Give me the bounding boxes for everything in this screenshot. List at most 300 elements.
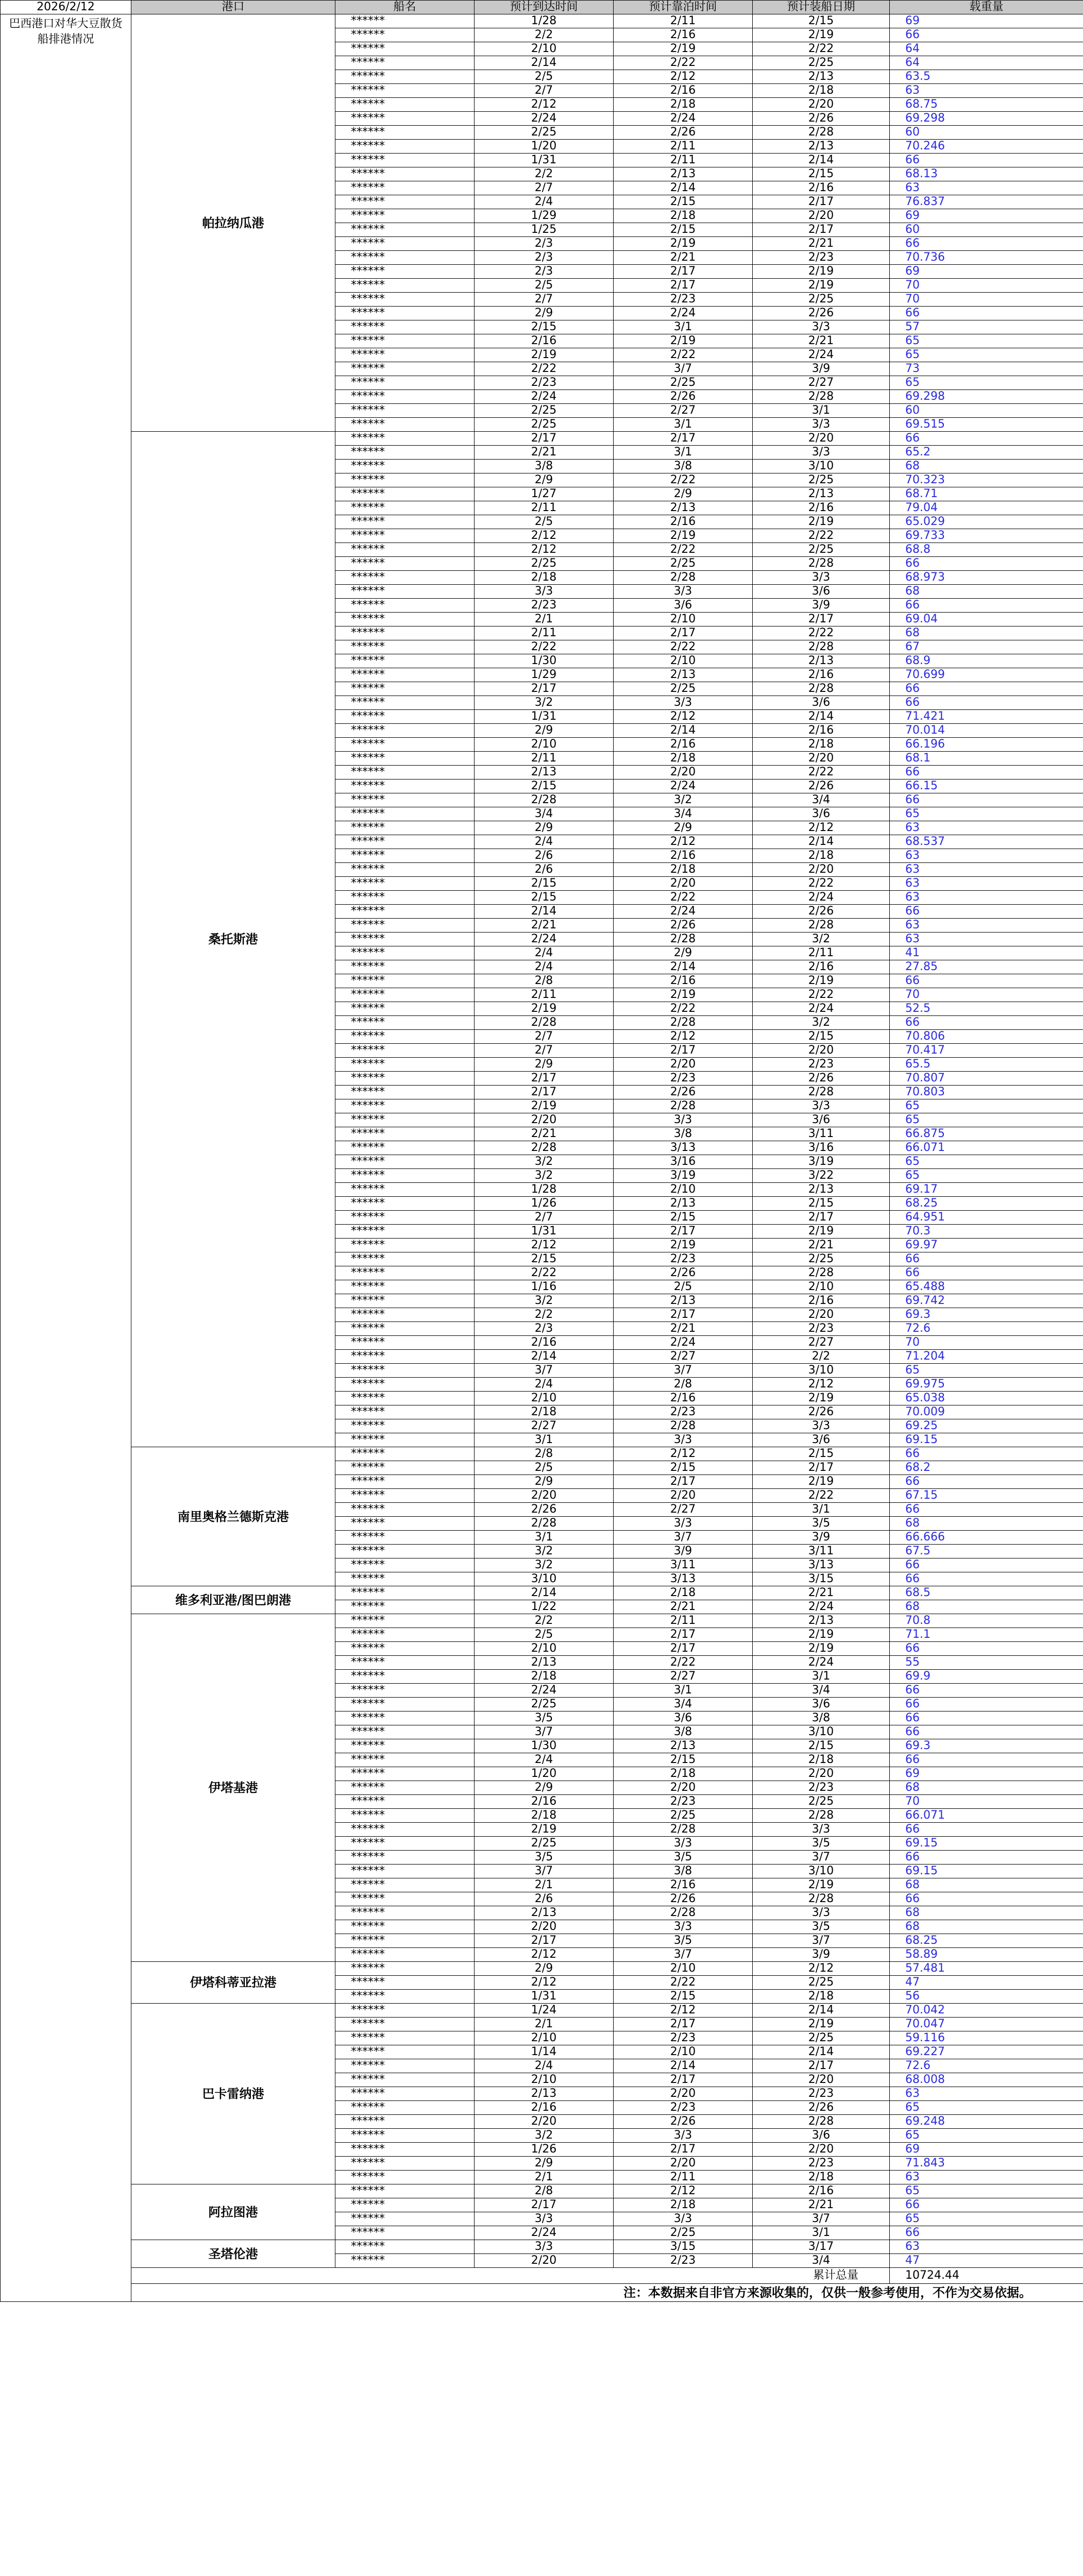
deadweight: 69.97 bbox=[890, 1239, 1083, 1252]
table-row bbox=[1, 1614, 1083, 1628]
berth-date: 3/1 bbox=[614, 418, 753, 432]
port-name: 圣塔伦港 bbox=[131, 2240, 335, 2268]
berth-date: 2/23 bbox=[614, 2101, 753, 2115]
ship-name: ****** bbox=[335, 988, 475, 1002]
berth-date: 2/20 bbox=[614, 1489, 753, 1503]
ship-name: ****** bbox=[335, 1433, 475, 1447]
eta-date: 1/27 bbox=[475, 487, 614, 501]
load-date: 3/15 bbox=[753, 1572, 890, 1586]
ship-name: ****** bbox=[335, 793, 475, 807]
load-date: 2/16 bbox=[753, 724, 890, 738]
ship-name: ****** bbox=[335, 1600, 475, 1614]
berth-date: 2/26 bbox=[614, 1086, 753, 1099]
deadweight: 66 bbox=[890, 1892, 1083, 1906]
deadweight: 68.008 bbox=[890, 2073, 1083, 2087]
berth-date: 2/24 bbox=[614, 1336, 753, 1350]
load-date: 3/2 bbox=[753, 933, 890, 946]
load-date: 2/15 bbox=[753, 1030, 890, 1044]
deadweight: 67.15 bbox=[890, 1489, 1083, 1503]
berth-date: 2/13 bbox=[614, 1739, 753, 1753]
ship-name: ****** bbox=[335, 1920, 475, 1934]
eta-date: 2/21 bbox=[475, 919, 614, 933]
ship-name: ****** bbox=[335, 501, 475, 515]
ship-name: ****** bbox=[335, 1364, 475, 1378]
deadweight: 70 bbox=[890, 279, 1083, 293]
load-date: 2/20 bbox=[753, 209, 890, 223]
ship-name: ****** bbox=[335, 1252, 475, 1266]
berth-date: 2/26 bbox=[614, 2115, 753, 2129]
ship-name: ****** bbox=[335, 1711, 475, 1725]
berth-date: 3/1 bbox=[614, 1684, 753, 1698]
eta-date: 3/5 bbox=[475, 1851, 614, 1865]
berth-date: 2/19 bbox=[614, 42, 753, 56]
load-date: 2/22 bbox=[753, 988, 890, 1002]
berth-date: 3/6 bbox=[614, 599, 753, 613]
eta-date: 2/13 bbox=[475, 1656, 614, 1670]
load-date: 2/14 bbox=[753, 835, 890, 849]
load-date: 2/19 bbox=[753, 1642, 890, 1656]
berth-date: 2/18 bbox=[614, 98, 753, 112]
eta-date: 2/11 bbox=[475, 988, 614, 1002]
berth-date: 2/17 bbox=[614, 265, 753, 279]
load-date: 2/11 bbox=[753, 946, 890, 960]
berth-date: 2/19 bbox=[614, 988, 753, 1002]
deadweight: 73 bbox=[890, 362, 1083, 376]
ship-name: ****** bbox=[335, 1795, 475, 1809]
eta-date: 1/20 bbox=[475, 1767, 614, 1781]
deadweight: 69 bbox=[890, 2143, 1083, 2157]
note-row bbox=[1, 2284, 1083, 2302]
berth-date: 2/21 bbox=[614, 251, 753, 265]
load-date: 2/23 bbox=[753, 1322, 890, 1336]
deadweight: 64 bbox=[890, 56, 1083, 70]
deadweight: 65 bbox=[890, 348, 1083, 362]
load-date: 3/3 bbox=[753, 571, 890, 585]
eta-date: 2/22 bbox=[475, 362, 614, 376]
berth-date: 2/19 bbox=[614, 1239, 753, 1252]
deadweight: 65.038 bbox=[890, 1392, 1083, 1405]
eta-date: 3/1 bbox=[475, 1433, 614, 1447]
eta-date: 2/5 bbox=[475, 1628, 614, 1642]
load-date: 2/18 bbox=[753, 84, 890, 98]
deadweight: 69 bbox=[890, 265, 1083, 279]
berth-date: 3/9 bbox=[614, 1545, 753, 1558]
load-date: 3/3 bbox=[753, 1823, 890, 1837]
eta-date: 2/9 bbox=[475, 821, 614, 835]
eta-date: 2/25 bbox=[475, 1837, 614, 1851]
eta-date: 2/12 bbox=[475, 1976, 614, 1990]
load-date: 2/10 bbox=[753, 1280, 890, 1294]
eta-date: 2/27 bbox=[475, 1419, 614, 1433]
ship-name: ****** bbox=[335, 1767, 475, 1781]
deadweight: 70.014 bbox=[890, 724, 1083, 738]
load-date: 3/5 bbox=[753, 1517, 890, 1531]
load-date: 3/3 bbox=[753, 446, 890, 460]
ship-name: ****** bbox=[335, 2101, 475, 2115]
load-date: 2/20 bbox=[753, 98, 890, 112]
eta-date: 2/12 bbox=[475, 529, 614, 543]
load-date: 2/15 bbox=[753, 14, 890, 28]
berth-date: 2/27 bbox=[614, 1670, 753, 1684]
load-date: 3/9 bbox=[753, 1948, 890, 1962]
eta-date: 2/20 bbox=[475, 1489, 614, 1503]
ship-name: ****** bbox=[335, 1503, 475, 1517]
load-date: 2/20 bbox=[753, 2073, 890, 2087]
load-date: 3/6 bbox=[753, 1698, 890, 1711]
deadweight: 68.8 bbox=[890, 543, 1083, 557]
deadweight: 68.25 bbox=[890, 1197, 1083, 1211]
eta-date: 2/4 bbox=[475, 2059, 614, 2073]
load-date: 2/14 bbox=[753, 2004, 890, 2018]
deadweight: 70 bbox=[890, 988, 1083, 1002]
berth-date: 2/12 bbox=[614, 70, 753, 84]
ship-name: ****** bbox=[335, 613, 475, 626]
load-date: 2/25 bbox=[753, 473, 890, 487]
berth-date: 2/17 bbox=[614, 1308, 753, 1322]
deadweight: 63.5 bbox=[890, 70, 1083, 84]
berth-date: 2/15 bbox=[614, 223, 753, 237]
load-date: 2/17 bbox=[753, 1211, 890, 1225]
berth-date: 2/12 bbox=[614, 1030, 753, 1044]
load-date: 3/3 bbox=[753, 1099, 890, 1113]
load-date: 3/6 bbox=[753, 807, 890, 821]
deadweight: 66 bbox=[890, 237, 1083, 251]
ship-name: ****** bbox=[335, 2087, 475, 2101]
load-date: 2/24 bbox=[753, 891, 890, 905]
deadweight: 67.5 bbox=[890, 1545, 1083, 1558]
eta-date: 3/2 bbox=[475, 2129, 614, 2143]
ship-name: ****** bbox=[335, 181, 475, 195]
berth-date: 2/23 bbox=[614, 2254, 753, 2268]
ship-name: ****** bbox=[335, 2254, 475, 2268]
ship-name: ****** bbox=[335, 1266, 475, 1280]
ship-name: ****** bbox=[335, 1197, 475, 1211]
berth-date: 2/20 bbox=[614, 2087, 753, 2101]
berth-date: 3/4 bbox=[614, 807, 753, 821]
ship-name: ****** bbox=[335, 1308, 475, 1322]
ship-name: ****** bbox=[335, 209, 475, 223]
ship-name: ****** bbox=[335, 599, 475, 613]
eta-date: 2/14 bbox=[475, 1350, 614, 1364]
load-date: 2/23 bbox=[753, 2157, 890, 2171]
ship-name: ****** bbox=[335, 126, 475, 140]
deadweight: 60 bbox=[890, 126, 1083, 140]
deadweight: 69 bbox=[890, 14, 1083, 28]
ship-name: ****** bbox=[335, 1865, 475, 1878]
deadweight: 70.042 bbox=[890, 2004, 1083, 2018]
load-date: 2/28 bbox=[753, 1086, 890, 1099]
eta-date: 2/26 bbox=[475, 1503, 614, 1517]
berth-date: 2/10 bbox=[614, 613, 753, 626]
load-date: 2/22 bbox=[753, 626, 890, 640]
berth-date: 2/17 bbox=[614, 1642, 753, 1656]
ship-name: ****** bbox=[335, 446, 475, 460]
eta-date: 2/14 bbox=[475, 56, 614, 70]
ship-name: ****** bbox=[335, 1099, 475, 1113]
load-date: 3/3 bbox=[753, 1906, 890, 1920]
eta-date: 2/7 bbox=[475, 84, 614, 98]
ship-name: ****** bbox=[335, 640, 475, 654]
eta-date: 2/17 bbox=[475, 432, 614, 446]
berth-date: 2/19 bbox=[614, 334, 753, 348]
ship-name: ****** bbox=[335, 585, 475, 599]
load-date: 2/17 bbox=[753, 2059, 890, 2073]
ship-name: ****** bbox=[335, 362, 475, 376]
deadweight: 63 bbox=[890, 863, 1083, 877]
deadweight: 47 bbox=[890, 2254, 1083, 2268]
berth-date: 2/15 bbox=[614, 1461, 753, 1475]
eta-date: 1/14 bbox=[475, 2045, 614, 2059]
berth-date: 2/22 bbox=[614, 891, 753, 905]
berth-date: 2/23 bbox=[614, 1405, 753, 1419]
load-date: 2/13 bbox=[753, 487, 890, 501]
ship-name: ****** bbox=[335, 1350, 475, 1364]
deadweight: 70.8 bbox=[890, 1614, 1083, 1628]
ship-name: ****** bbox=[335, 724, 475, 738]
load-date: 3/1 bbox=[753, 404, 890, 418]
berth-date: 2/14 bbox=[614, 724, 753, 738]
deadweight: 66 bbox=[890, 28, 1083, 42]
eta-date: 2/9 bbox=[475, 1475, 614, 1489]
eta-date: 2/12 bbox=[475, 1239, 614, 1252]
deadweight: 65.488 bbox=[890, 1280, 1083, 1294]
eta-date: 1/20 bbox=[475, 140, 614, 154]
berth-date: 3/8 bbox=[614, 1865, 753, 1878]
berth-date: 2/18 bbox=[614, 863, 753, 877]
berth-date: 2/17 bbox=[614, 1044, 753, 1058]
ship-name: ****** bbox=[335, 710, 475, 724]
berth-date: 2/17 bbox=[614, 626, 753, 640]
load-date: 2/28 bbox=[753, 1266, 890, 1280]
eta-date: 1/22 bbox=[475, 1600, 614, 1614]
eta-date: 2/20 bbox=[475, 2254, 614, 2268]
deadweight: 66 bbox=[890, 905, 1083, 919]
deadweight: 65 bbox=[890, 2184, 1083, 2198]
berth-date: 3/3 bbox=[614, 1837, 753, 1851]
deadweight: 66 bbox=[890, 432, 1083, 446]
eta-date: 2/18 bbox=[475, 1405, 614, 1419]
ship-name: ****** bbox=[335, 515, 475, 529]
eta-date: 3/2 bbox=[475, 1155, 614, 1169]
eta-date: 3/5 bbox=[475, 1711, 614, 1725]
eta-date: 2/19 bbox=[475, 348, 614, 362]
eta-date: 2/25 bbox=[475, 418, 614, 432]
ship-name: ****** bbox=[335, 1545, 475, 1558]
ship-name: ****** bbox=[335, 1614, 475, 1628]
berth-date: 2/11 bbox=[614, 1614, 753, 1628]
eta-date: 2/24 bbox=[475, 390, 614, 404]
berth-date: 3/19 bbox=[614, 1169, 753, 1183]
ship-name: ****** bbox=[335, 849, 475, 863]
ship-name: ****** bbox=[335, 404, 475, 418]
load-date: 2/28 bbox=[753, 2115, 890, 2129]
eta-date: 2/10 bbox=[475, 1642, 614, 1656]
eta-date: 2/17 bbox=[475, 1072, 614, 1086]
load-date: 2/19 bbox=[753, 279, 890, 293]
berth-date: 2/22 bbox=[614, 543, 753, 557]
ship-name: ****** bbox=[335, 863, 475, 877]
ship-name: ****** bbox=[335, 1837, 475, 1851]
ship-name: ****** bbox=[335, 2226, 475, 2240]
ship-name: ****** bbox=[335, 2115, 475, 2129]
ship-name: ****** bbox=[335, 1878, 475, 1892]
eta-date: 3/3 bbox=[475, 2240, 614, 2254]
berth-date: 2/10 bbox=[614, 1183, 753, 1197]
berth-date: 3/7 bbox=[614, 1364, 753, 1378]
load-date: 2/19 bbox=[753, 1225, 890, 1239]
eta-date: 2/4 bbox=[475, 835, 614, 849]
eta-date: 2/5 bbox=[475, 279, 614, 293]
berth-date: 2/10 bbox=[614, 654, 753, 668]
load-date: 2/21 bbox=[753, 1239, 890, 1252]
load-date: 3/6 bbox=[753, 1433, 890, 1447]
deadweight: 70.3 bbox=[890, 1225, 1083, 1239]
eta-date: 3/1 bbox=[475, 1531, 614, 1545]
berth-date: 2/11 bbox=[614, 154, 753, 167]
load-date: 2/15 bbox=[753, 1447, 890, 1461]
berth-date: 3/8 bbox=[614, 1127, 753, 1141]
load-date: 2/17 bbox=[753, 195, 890, 209]
load-date: 2/15 bbox=[753, 1197, 890, 1211]
ship-name: ****** bbox=[335, 1656, 475, 1670]
eta-date: 2/9 bbox=[475, 473, 614, 487]
berth-date: 3/3 bbox=[614, 2129, 753, 2143]
eta-date: 2/6 bbox=[475, 863, 614, 877]
deadweight: 68 bbox=[890, 1781, 1083, 1795]
load-date: 2/13 bbox=[753, 140, 890, 154]
ship-name: ****** bbox=[335, 432, 475, 446]
deadweight: 68 bbox=[890, 585, 1083, 599]
ship-name: ****** bbox=[335, 1976, 475, 1990]
load-date: 2/26 bbox=[753, 1405, 890, 1419]
ship-name: ****** bbox=[335, 1628, 475, 1642]
eta-date: 2/2 bbox=[475, 28, 614, 42]
deadweight: 63 bbox=[890, 2087, 1083, 2101]
berth-date: 2/26 bbox=[614, 390, 753, 404]
load-date: 2/16 bbox=[753, 668, 890, 682]
eta-date: 2/22 bbox=[475, 640, 614, 654]
table-row bbox=[1, 2184, 1083, 2198]
deadweight: 66 bbox=[890, 1016, 1083, 1030]
load-date: 3/5 bbox=[753, 1920, 890, 1934]
ship-name: ****** bbox=[335, 2240, 475, 2254]
berth-date: 2/16 bbox=[614, 1392, 753, 1405]
eta-date: 2/12 bbox=[475, 543, 614, 557]
load-date: 2/23 bbox=[753, 1058, 890, 1072]
ship-name: ****** bbox=[335, 195, 475, 209]
eta-date: 2/25 bbox=[475, 557, 614, 571]
ship-name: ****** bbox=[335, 529, 475, 543]
load-date: 3/4 bbox=[753, 1684, 890, 1698]
ship-name: ****** bbox=[335, 1183, 475, 1197]
ship-name: ****** bbox=[335, 905, 475, 919]
ship-name: ****** bbox=[335, 42, 475, 56]
deadweight: 65 bbox=[890, 1099, 1083, 1113]
load-date: 2/24 bbox=[753, 1002, 890, 1016]
eta-date: 3/7 bbox=[475, 1865, 614, 1878]
ship-name: ****** bbox=[335, 487, 475, 501]
berth-date: 2/15 bbox=[614, 1753, 753, 1767]
berth-date: 3/3 bbox=[614, 1517, 753, 1531]
eta-date: 2/20 bbox=[475, 1113, 614, 1127]
deadweight: 69.742 bbox=[890, 1294, 1083, 1308]
eta-date: 2/3 bbox=[475, 1322, 614, 1336]
ship-name: ****** bbox=[335, 1419, 475, 1433]
eta-date: 2/6 bbox=[475, 849, 614, 863]
berth-date: 3/3 bbox=[614, 1920, 753, 1934]
ship-name: ****** bbox=[335, 265, 475, 279]
eta-date: 2/19 bbox=[475, 1099, 614, 1113]
berth-date: 2/17 bbox=[614, 2073, 753, 2087]
berth-date: 2/16 bbox=[614, 515, 753, 529]
ship-name: ****** bbox=[335, 1934, 475, 1948]
deadweight: 70.246 bbox=[890, 140, 1083, 154]
deadweight: 71.843 bbox=[890, 2157, 1083, 2171]
ship-name: ****** bbox=[335, 28, 475, 42]
load-date: 2/26 bbox=[753, 2101, 890, 2115]
deadweight: 66 bbox=[890, 1558, 1083, 1572]
ship-name: ****** bbox=[335, 1211, 475, 1225]
load-date: 3/8 bbox=[753, 1711, 890, 1725]
deadweight: 64.951 bbox=[890, 1211, 1083, 1225]
berth-date: 2/13 bbox=[614, 1197, 753, 1211]
deadweight: 70.807 bbox=[890, 1072, 1083, 1086]
deadweight: 66 bbox=[890, 766, 1083, 779]
col-berth: 预计靠泊时间 bbox=[614, 1, 753, 14]
berth-date: 2/16 bbox=[614, 84, 753, 98]
berth-date: 2/18 bbox=[614, 1586, 753, 1600]
load-date: 2/20 bbox=[753, 752, 890, 766]
load-date: 3/6 bbox=[753, 2129, 890, 2143]
eta-date: 2/10 bbox=[475, 738, 614, 752]
deadweight: 71.204 bbox=[890, 1350, 1083, 1364]
load-date: 2/20 bbox=[753, 863, 890, 877]
eta-date: 2/7 bbox=[475, 1044, 614, 1058]
ship-name: ****** bbox=[335, 835, 475, 849]
eta-date: 2/5 bbox=[475, 1461, 614, 1475]
ship-name: ****** bbox=[335, 1809, 475, 1823]
eta-date: 2/2 bbox=[475, 1308, 614, 1322]
deadweight: 60 bbox=[890, 223, 1083, 237]
load-date: 2/28 bbox=[753, 919, 890, 933]
deadweight: 66.15 bbox=[890, 779, 1083, 793]
berth-date: 2/17 bbox=[614, 1475, 753, 1489]
eta-date: 3/2 bbox=[475, 1545, 614, 1558]
eta-date: 2/15 bbox=[475, 779, 614, 793]
eta-date: 1/29 bbox=[475, 668, 614, 682]
eta-date: 2/25 bbox=[475, 1698, 614, 1711]
deadweight: 69.9 bbox=[890, 1670, 1083, 1684]
deadweight: 59.116 bbox=[890, 2031, 1083, 2045]
eta-date: 3/2 bbox=[475, 1169, 614, 1183]
eta-date: 2/21 bbox=[475, 1127, 614, 1141]
eta-date: 1/25 bbox=[475, 223, 614, 237]
load-date: 2/21 bbox=[753, 2198, 890, 2212]
deadweight: 65.5 bbox=[890, 1058, 1083, 1072]
deadweight: 66 bbox=[890, 1503, 1083, 1517]
eta-date: 2/23 bbox=[475, 599, 614, 613]
eta-date: 1/30 bbox=[475, 1739, 614, 1753]
deadweight: 68 bbox=[890, 1906, 1083, 1920]
eta-date: 1/28 bbox=[475, 14, 614, 28]
ship-name: ****** bbox=[335, 2031, 475, 2045]
ship-name: ****** bbox=[335, 682, 475, 696]
eta-date: 2/9 bbox=[475, 724, 614, 738]
deadweight: 70.417 bbox=[890, 1044, 1083, 1058]
deadweight: 68.75 bbox=[890, 98, 1083, 112]
eta-date: 2/4 bbox=[475, 195, 614, 209]
load-date: 2/18 bbox=[753, 2171, 890, 2184]
